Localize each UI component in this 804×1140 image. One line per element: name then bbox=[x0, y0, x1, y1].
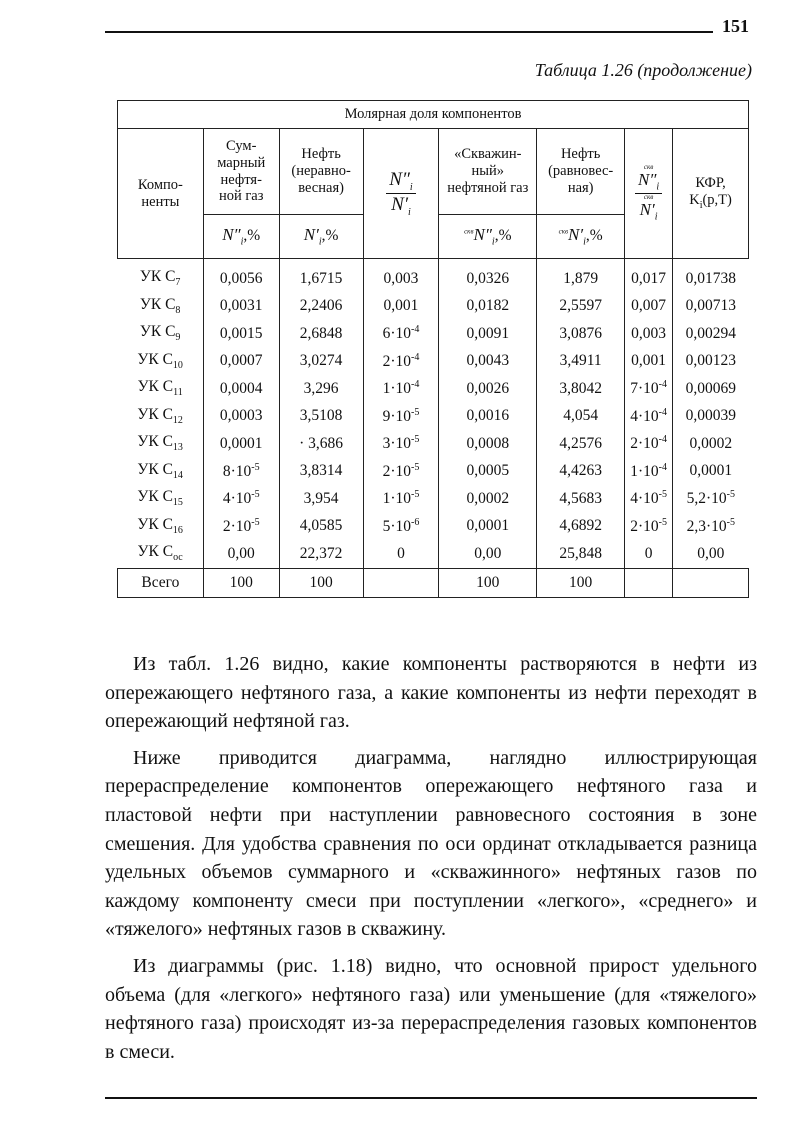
component-name: УК $C_8$ bbox=[118, 293, 204, 321]
component-name: УК $C_9$ bbox=[118, 320, 204, 348]
table-cell: 3,8042 bbox=[537, 375, 625, 403]
table-row bbox=[118, 430, 749, 458]
table-cell: 4,5683 bbox=[537, 485, 625, 513]
table-cell: $4\cdot 10^{-5}$ bbox=[625, 485, 673, 513]
table-cell: $3\cdot 10^{-5}$ bbox=[363, 430, 439, 458]
col-header-well-gas: «Скважин- ный» нефтяной газ bbox=[439, 129, 537, 215]
component-name: УК $C_{11}$ bbox=[118, 375, 204, 403]
table-row bbox=[118, 458, 749, 486]
table-cell: $6\cdot 10^{-4}$ bbox=[363, 320, 439, 348]
body-text bbox=[105, 650, 757, 1074]
component-name: УК $C_{14}$ bbox=[118, 458, 204, 486]
table-cell: 4,6892 bbox=[537, 513, 625, 541]
table-cell: 0,0056 bbox=[203, 259, 279, 293]
table-cell: 0,0091 bbox=[439, 320, 537, 348]
total-row bbox=[118, 568, 749, 597]
unit-total-gas: $N''_i,\%$ bbox=[203, 215, 279, 259]
table-cell: 4,0585 bbox=[279, 513, 363, 541]
col-header-kfr: КФР, $K_i(p,T)$ bbox=[673, 129, 749, 259]
total-label: Всего bbox=[118, 568, 204, 597]
component-name: УК $C_{13}$ bbox=[118, 430, 204, 458]
component-name: УК $C_{10}$ bbox=[118, 348, 204, 376]
table-cell: 1,879 bbox=[537, 259, 625, 293]
table-cell: $2\cdot 10^{-4}$ bbox=[363, 348, 439, 376]
table-caption: Таблица 1.26 (продолжение) bbox=[534, 60, 752, 80]
table-cell: 0,0001 bbox=[673, 458, 749, 486]
col-header-oil-eq: Нефть (равновес- ная) bbox=[537, 129, 625, 215]
table-cell: 3,0876 bbox=[537, 320, 625, 348]
table-cell: 0,00294 bbox=[673, 320, 749, 348]
component-name: УК $C_{15}$ bbox=[118, 485, 204, 513]
table-cell: 3,8314 bbox=[279, 458, 363, 486]
table-cell bbox=[625, 568, 673, 597]
table-cell: 0,001 bbox=[363, 293, 439, 321]
table-cell: $7\cdot 10^{-4}$ bbox=[625, 375, 673, 403]
component-name: УК $C_{ос}$ bbox=[118, 540, 204, 568]
table-cell: 0,003 bbox=[363, 259, 439, 293]
table-row bbox=[118, 485, 749, 513]
unit-well-gas: $^{скв}N''_i,\%$ bbox=[439, 215, 537, 259]
table-cell: 22,372 bbox=[279, 540, 363, 568]
table-cell: 0,00 bbox=[673, 540, 749, 568]
table-cell: 0,0005 bbox=[439, 458, 537, 486]
table-cell: $2\cdot 10^{-5}$ bbox=[203, 513, 279, 541]
col-header-ratio2: скв $N''_i$ скв $N'_i$ bbox=[625, 129, 673, 259]
footer-rule bbox=[105, 1097, 757, 1099]
table-cell: 4,4263 bbox=[537, 458, 625, 486]
table-cell: 2,5597 bbox=[537, 293, 625, 321]
table-cell: 0,0008 bbox=[439, 430, 537, 458]
table-cell: $2,3\cdot 10^{-5}$ bbox=[673, 513, 749, 541]
table-cell: 0,001 bbox=[625, 348, 673, 376]
table-cell: · 3,686 bbox=[279, 430, 363, 458]
table-cell: 3,4911 bbox=[537, 348, 625, 376]
table-cell: 3,296 bbox=[279, 375, 363, 403]
table-cell: 4,2576 bbox=[537, 430, 625, 458]
table-cell: 0,00 bbox=[439, 540, 537, 568]
table-row bbox=[118, 513, 749, 541]
component-name: УК $C_{16}$ bbox=[118, 513, 204, 541]
paragraph: Из табл. 1.26 видно, какие компоненты растворяются в нефти из опережающего нефтяного газа, а какие компоненты из нефти переходят в опережающий нефтяной газ. bbox=[105, 653, 757, 733]
table-cell: 100 bbox=[537, 568, 625, 597]
table-cell: 0,00039 bbox=[673, 403, 749, 431]
table-cell: 0,0002 bbox=[439, 485, 537, 513]
table-row bbox=[118, 259, 749, 293]
table-cell: 100 bbox=[203, 568, 279, 597]
component-name: УК $C_7$ bbox=[118, 259, 204, 293]
table-row bbox=[118, 348, 749, 376]
table-cell: 0,0026 bbox=[439, 375, 537, 403]
component-name: УК $C_{12}$ bbox=[118, 403, 204, 431]
col-header-component: Компо- ненты bbox=[118, 129, 204, 259]
table-cell: $4\cdot 10^{-4}$ bbox=[625, 403, 673, 431]
table-cell: 0,0003 bbox=[203, 403, 279, 431]
table-cell: 0,0326 bbox=[439, 259, 537, 293]
table-cell: 0,00 bbox=[203, 540, 279, 568]
table-row bbox=[118, 375, 749, 403]
table-cell: 3,0274 bbox=[279, 348, 363, 376]
table-cell: 2,2406 bbox=[279, 293, 363, 321]
table-cell bbox=[363, 568, 439, 597]
table-cell: $9\cdot 10^{-5}$ bbox=[363, 403, 439, 431]
table-row bbox=[118, 403, 749, 431]
table-cell: 100 bbox=[279, 568, 363, 597]
paragraph: Ниже приводится диаграмма, наглядно иллюстрирующая перераспределение компонентов опережающего нефтяного газа и пластовой нефти при наступлении равновесного состояния в зоне смешения. Для удобства сравнения по оси ординат откладывается разница удельных объемов суммарного и «скважинного» нефтяных газов по каждому компоненту смеси при поступлении «легкого», «среднего» и «тяжелого» нефтяных газов в скважину. bbox=[105, 746, 757, 941]
table-cell: $5,2\cdot 10^{-5}$ bbox=[673, 485, 749, 513]
table-cell: 3,954 bbox=[279, 485, 363, 513]
unit-oil-eq: $^{скв}N'_i,\%$ bbox=[537, 215, 625, 259]
table-cell: 0,007 bbox=[625, 293, 673, 321]
table-cell: $2\cdot 10^{-4}$ bbox=[625, 430, 673, 458]
paragraph: Из диаграммы (рис. 1.18) видно, что основной прирост удельного объема (для «легкого» нефтяного газа) или уменьшение (для «тяжелого» нефтяного газа) происходят из-за перераспределения газовых компонентов в смеси. bbox=[105, 954, 757, 1063]
table-row bbox=[118, 540, 749, 568]
col-header-total-gas: Сум- марный нефтя- ной газ bbox=[203, 129, 279, 215]
table-cell: $1\cdot 10^{-4}$ bbox=[363, 375, 439, 403]
table-cell: 0,0001 bbox=[439, 513, 537, 541]
table-cell: 0,003 bbox=[625, 320, 673, 348]
table-cell: 0,0001 bbox=[203, 430, 279, 458]
table-cell: 0,0043 bbox=[439, 348, 537, 376]
table-cell: 0,00069 bbox=[673, 375, 749, 403]
table-cell: 0,0007 bbox=[203, 348, 279, 376]
col-header-oil-noneq: Нефть (неравно- весная) bbox=[279, 129, 363, 215]
group-header: Молярная доля компонентов bbox=[118, 101, 749, 129]
table-cell: 0 bbox=[625, 540, 673, 568]
table-cell: $2\cdot 10^{-5}$ bbox=[625, 513, 673, 541]
header-rule bbox=[105, 31, 713, 33]
table-cell: $8\cdot 10^{-5}$ bbox=[203, 458, 279, 486]
data-table bbox=[117, 100, 749, 598]
table-cell: 0,017 bbox=[625, 259, 673, 293]
table-cell: 0,0004 bbox=[203, 375, 279, 403]
table-cell: $2\cdot 10^{-5}$ bbox=[363, 458, 439, 486]
table-cell: 0,0002 bbox=[673, 430, 749, 458]
col-header-ratio1: $\frac{N''_i}{N'_i}$ bbox=[363, 129, 439, 259]
table-cell: 0,0031 bbox=[203, 293, 279, 321]
table-cell: 0,01738 bbox=[673, 259, 749, 293]
unit-oil-noneq: $N'_i,\%$ bbox=[279, 215, 363, 259]
table-cell: 100 bbox=[439, 568, 537, 597]
table-cell: 0,0015 bbox=[203, 320, 279, 348]
table-cell: 1,6715 bbox=[279, 259, 363, 293]
table-cell bbox=[673, 568, 749, 597]
table-cell: 25,848 bbox=[537, 540, 625, 568]
table-cell: 0,00123 bbox=[673, 348, 749, 376]
table-cell: $1\cdot 10^{-4}$ bbox=[625, 458, 673, 486]
table-row bbox=[118, 320, 749, 348]
table-cell: 0 bbox=[363, 540, 439, 568]
table-cell: 0,0016 bbox=[439, 403, 537, 431]
table-cell: $5\cdot 10^{-6}$ bbox=[363, 513, 439, 541]
table-cell: $4\cdot 10^{-5}$ bbox=[203, 485, 279, 513]
table-cell: 2,6848 bbox=[279, 320, 363, 348]
table-cell: 0,0182 bbox=[439, 293, 537, 321]
table-cell: 0,00713 bbox=[673, 293, 749, 321]
table-row bbox=[118, 293, 749, 321]
table-cell: $1\cdot 10^{-5}$ bbox=[363, 485, 439, 513]
table-cell: 3,5108 bbox=[279, 403, 363, 431]
page-number: 151 bbox=[722, 16, 749, 36]
table-cell: 4,054 bbox=[537, 403, 625, 431]
